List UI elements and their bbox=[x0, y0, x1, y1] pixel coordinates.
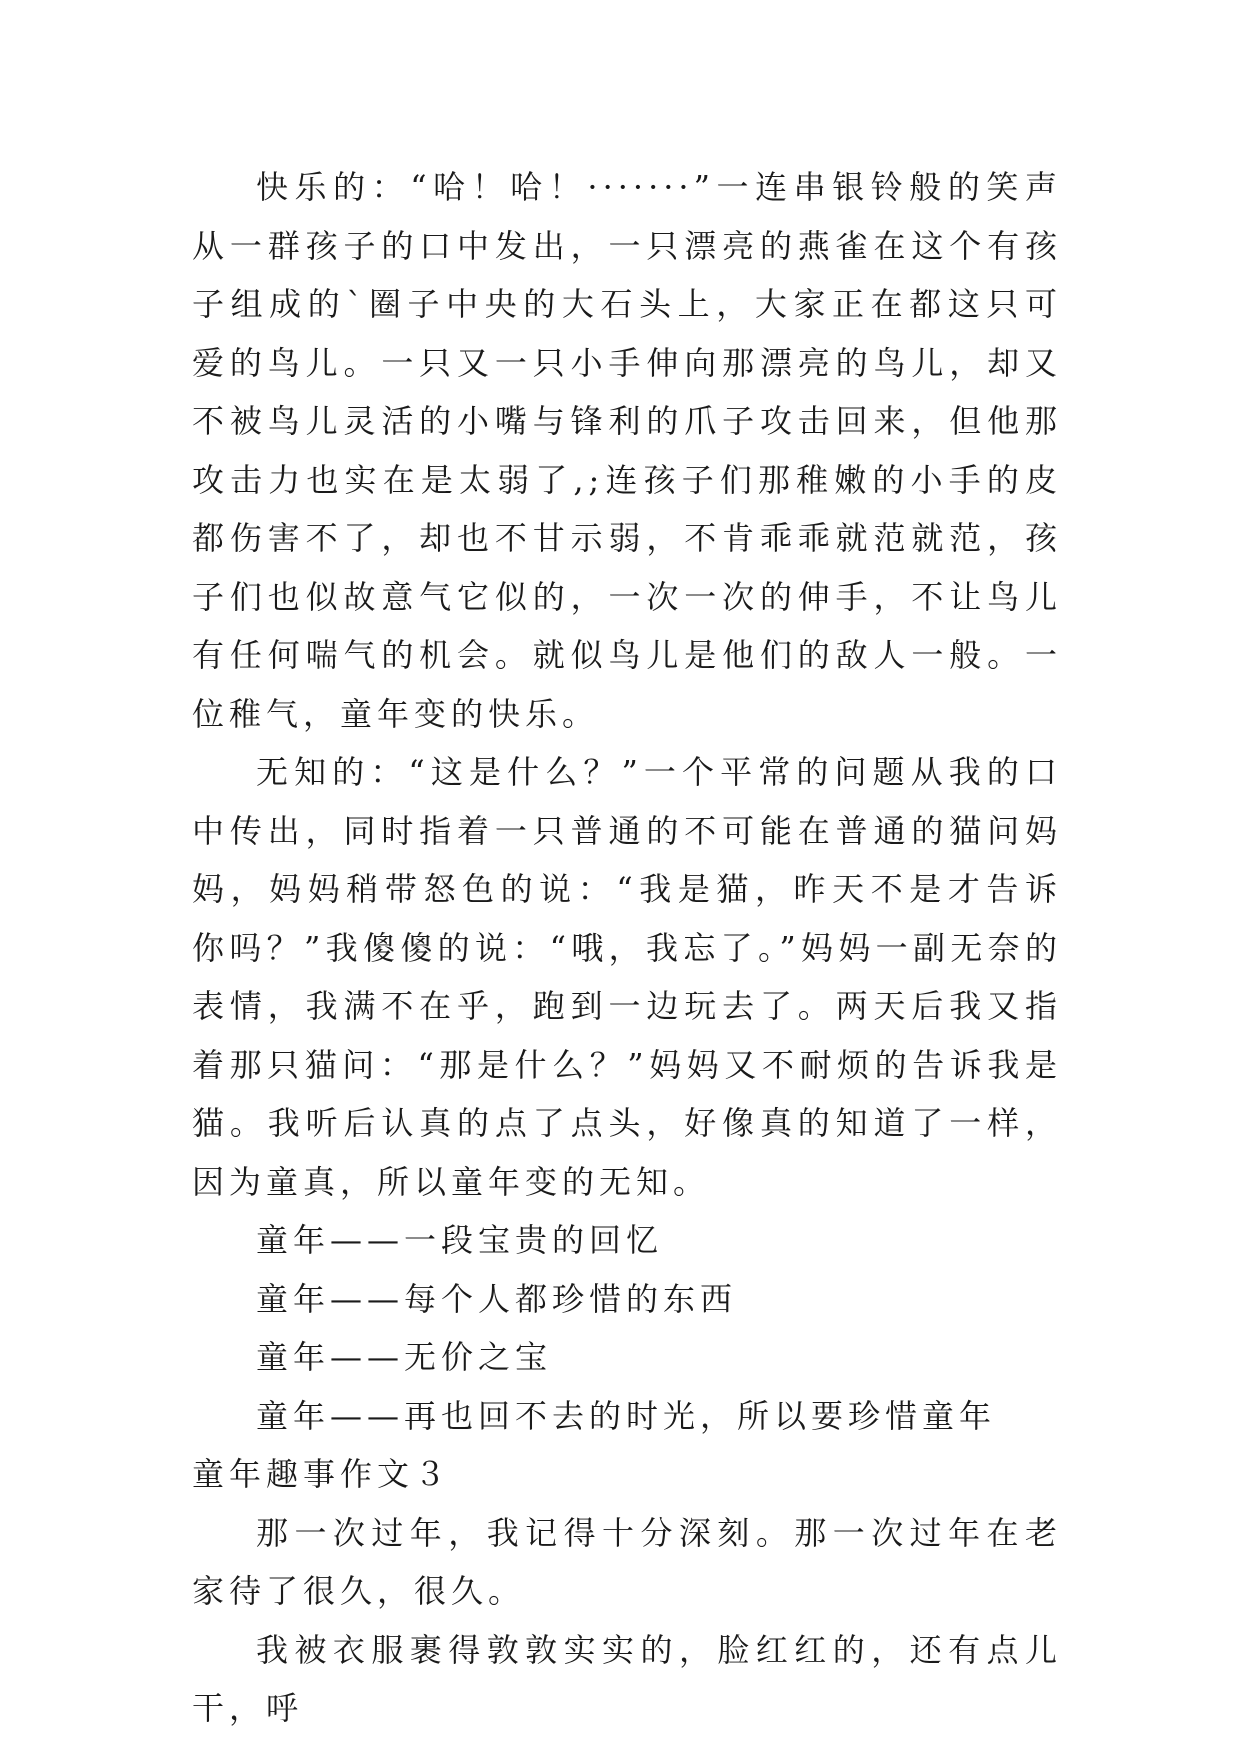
childhood-line-2: 童年——每个人都珍惜的东西 bbox=[256, 1279, 738, 1318]
childhood-line-4: 童年——再也回不去的时光，所以要珍惜童年 bbox=[256, 1396, 997, 1435]
paragraph-clothes: 我被衣服裹得敦敦实实的，脸红红的，还有点儿干，呼 bbox=[192, 1630, 1062, 1727]
childhood-line-3: 童年——无价之宝 bbox=[256, 1338, 553, 1376]
paragraph-ignorant: 无知的：“这是什么？”一个平常的问题从我的口中传出，同时指着一只普通的不可能在普通的猫问妈妈，妈妈稍带怒色的说：“我是猫，昨天不是才告诉你吗？”我傻傻的说：“哦，我忘了。”妈妈一副无奈的表情，我满不在乎，跑到一边玩去了。两天后我又指着那只猫问：“那是什么？”妈妈又不耐烦的告诉我是猫。我听后认真的点了点头，好像真的知道了一样，因为童真，所以童年变的无知。 bbox=[192, 753, 1062, 1201]
paragraph-happy: 快乐的：“哈！哈！·······”一连串银铃般的笑声从一群孩子的口中发出，一只漂亮的燕雀在这个有孩子组成的`圈子中央的大石头上，大家正在都这只可爱的鸟儿。一只又一只小手伸向那漂亮的鸟儿，却又不被鸟儿灵活的小嘴与锋利的爪子攻击回来，但他那攻击力也实在是太弱了,;连孩子们那稚嫩的小手的皮都伤害不了，却也不甘示弱，不肯乖乖就范就范，孩子们也似故意气它似的，一次一次的伸手，不让鸟儿有任何喘气的机会。就似鸟儿是他们的敌人一般。一位稚气，童年变的快乐。 bbox=[192, 168, 1062, 733]
paragraph-new-year: 那一次过年，我记得十分深刻。那一次过年在老家待了很久，很久。 bbox=[192, 1513, 1062, 1610]
childhood-line-1: 童年——一段宝贵的回忆 bbox=[256, 1221, 664, 1259]
document-body bbox=[192, 158, 1062, 1738]
section-heading: 童年趣事作文３ bbox=[192, 1455, 452, 1493]
